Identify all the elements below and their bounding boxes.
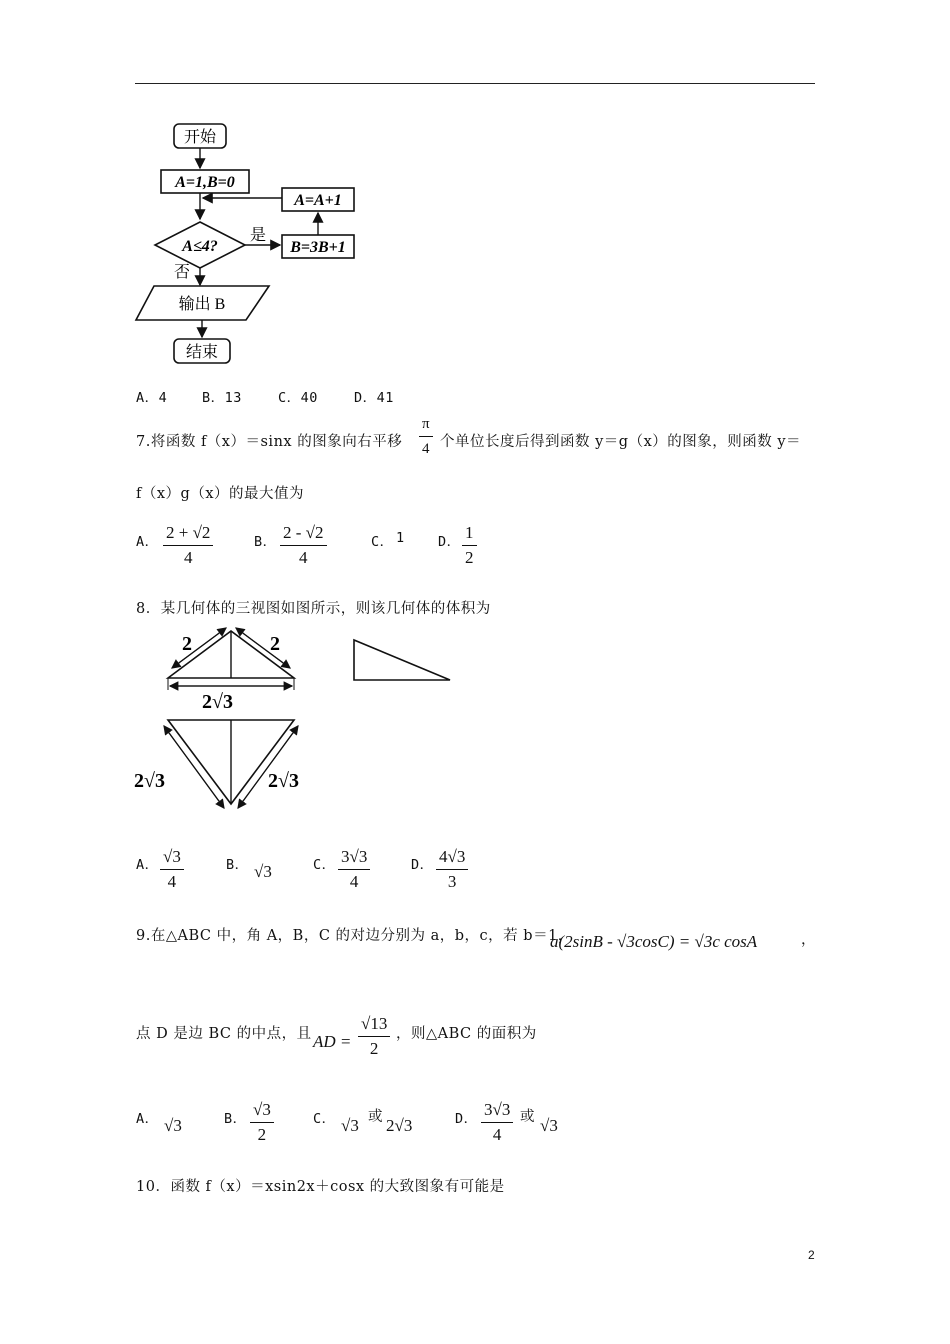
q9-option-d-b: √3 bbox=[540, 1116, 558, 1135]
q9-option-d: $\frac{3√3}{4}$ bbox=[481, 1100, 513, 1145]
flow-start-label: 开始 bbox=[183, 129, 217, 146]
q7-option-a: $\frac{2 + √2}{4}$ bbox=[163, 523, 213, 568]
q7-option-b: $\frac{2 - √2}{4}$ bbox=[280, 523, 327, 568]
three-view-diagram bbox=[130, 622, 470, 822]
q9-text-c: ，则△ABC 的面积为 bbox=[396, 1026, 537, 1042]
q9-text-a: 9.在△ABC 中，角 A，B，C 的对边分别为 a，b，c，若 b＝1， bbox=[136, 928, 573, 944]
q9-equation: a(2sinB - √3cosC) = √3c cosA bbox=[550, 932, 758, 951]
side-view bbox=[354, 640, 450, 680]
q9-label-b: B． bbox=[224, 1111, 247, 1127]
q7-label-c: C． bbox=[371, 534, 394, 550]
q6-option-b: B．13 bbox=[202, 390, 242, 406]
flowchart bbox=[130, 115, 370, 370]
q8-label-d: D． bbox=[411, 857, 434, 873]
flow-step-a-label: A=A+1 bbox=[294, 192, 342, 209]
flow-step-b-label: B=3B+1 bbox=[290, 239, 346, 256]
q9-text-b: 点 D 是边 BC 的中点，且 bbox=[136, 1026, 312, 1042]
q7-label-a: A． bbox=[136, 534, 159, 550]
q7-text-c: f（x）g（x）的最大值为 bbox=[136, 486, 305, 502]
q9-label-d: D． bbox=[455, 1111, 478, 1127]
q9-ad-fraction: $\frac{√13}{2}$ bbox=[358, 1014, 390, 1059]
dim-bottom-left: 2√3 bbox=[134, 770, 165, 792]
q9-label-c: C． bbox=[313, 1111, 336, 1127]
q9-option-d-or: 或 bbox=[520, 1109, 535, 1125]
q10-text: 10．函数 f（x）＝xsin2x＋cosx 的大致图象有可能是 bbox=[136, 1179, 505, 1195]
q7-option-c: 1 bbox=[396, 530, 405, 546]
q8-label-a: A． bbox=[136, 857, 159, 873]
q8-option-b: √3 bbox=[254, 862, 272, 881]
q7-label-b: B． bbox=[254, 534, 277, 550]
header-rule bbox=[135, 83, 815, 84]
page-number: 2 bbox=[808, 1248, 815, 1262]
q8-option-a: $\frac{√3}{4}$ bbox=[160, 847, 184, 892]
q9-option-c-a: √3 bbox=[341, 1116, 359, 1135]
q9-option-c-b: 2√3 bbox=[386, 1116, 413, 1135]
q7-pi-fraction: $\frac{\pi}{4}$ bbox=[419, 414, 433, 459]
q6-option-a: A．4 bbox=[136, 390, 168, 406]
dim-bottom-right: 2√3 bbox=[268, 770, 299, 792]
q8-option-c: $\frac{3√3}{4}$ bbox=[338, 847, 370, 892]
flow-yes-label: 是 bbox=[250, 227, 267, 244]
q8-label-c: C． bbox=[313, 857, 336, 873]
flow-init-label: A=1,B=0 bbox=[175, 174, 235, 191]
dim-base: 2√3 bbox=[202, 691, 233, 713]
q9-tail: ， bbox=[801, 932, 816, 948]
q7-text-b: 个单位长度后得到函数 y＝g（x）的图象，则函数 y＝ bbox=[440, 434, 802, 450]
dim-right: 2 bbox=[270, 633, 280, 655]
q6-option-c: C．40 bbox=[278, 390, 318, 406]
q7-option-d: $\frac{1}{2}$ bbox=[462, 523, 477, 568]
flow-end-label: 结束 bbox=[185, 344, 219, 361]
q9-option-b: $\frac{√3}{2}$ bbox=[250, 1100, 274, 1145]
q7-text-a: 7.将函数 f（x）＝sinx 的图象向右平移 bbox=[136, 434, 403, 450]
q6-option-d: D．41 bbox=[354, 390, 394, 406]
dim-left: 2 bbox=[182, 633, 192, 655]
q8-text: 8．某几何体的三视图如图所示，则该几何体的体积为 bbox=[136, 601, 491, 617]
q8-label-b: B． bbox=[226, 857, 249, 873]
flow-no-label: 否 bbox=[174, 264, 191, 281]
q9-option-c-or: 或 bbox=[368, 1109, 383, 1125]
q9-label-a: A． bbox=[136, 1111, 159, 1127]
q9-option-a: √3 bbox=[164, 1116, 182, 1135]
q7-label-d: D． bbox=[438, 534, 461, 550]
flow-cond-label: A≤4? bbox=[182, 238, 218, 255]
q8-option-d: $\frac{4√3}{3}$ bbox=[436, 847, 468, 892]
flow-output-label: 输出 B bbox=[178, 296, 226, 313]
q9-ad-lhs: AD = bbox=[313, 1032, 352, 1051]
